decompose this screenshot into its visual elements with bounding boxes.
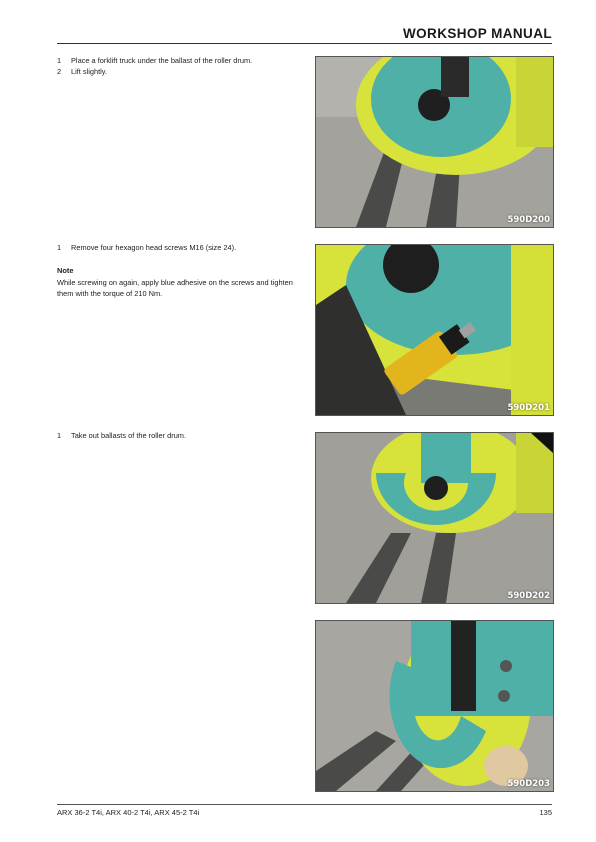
step-number: 1 [57,56,62,65]
photo-label: 590D203 [507,779,550,789]
step-item [57,242,302,253]
step-text: Place a forklift truck under the ballast of the roller drum. [71,56,253,65]
header-divider [57,43,552,44]
photo-taking-out-ballasts [315,432,554,604]
step-number: 1 [57,431,62,440]
section-3-text [57,430,302,441]
photo-label: 590D200 [507,215,550,225]
step-item [57,55,302,66]
note-heading: Note [57,266,74,275]
step-item [57,66,302,77]
step-number: 1 [57,243,62,252]
step-text: Lift slightly. [71,67,108,76]
photo-forklift-under-drum [315,56,554,228]
step-number: 2 [57,67,62,76]
photo-label: 590D201 [507,403,550,413]
manual-title: WORKSHOP MANUAL [403,26,552,41]
page-number: 135 [539,808,552,817]
photo-removing-screws [315,244,554,416]
step-item [57,430,302,441]
step-text: Take out ballasts of the roller drum. [71,431,187,440]
photo-ballasts-lifted [315,620,554,792]
section-2-text [57,242,302,299]
footer-divider [57,804,552,805]
note-body: While screwing on again, apply blue adhesive on the screws and tighten them with the torque of 210 Nm. [57,278,293,298]
section-1-text [57,55,302,77]
photo-label: 590D202 [507,591,550,601]
footer-model-list: ARX 36-2 T4i, ARX 40-2 T4i, ARX 45-2 T4i [57,808,200,817]
step-text: Remove four hexagon head screws M16 (size 24). [71,243,237,252]
